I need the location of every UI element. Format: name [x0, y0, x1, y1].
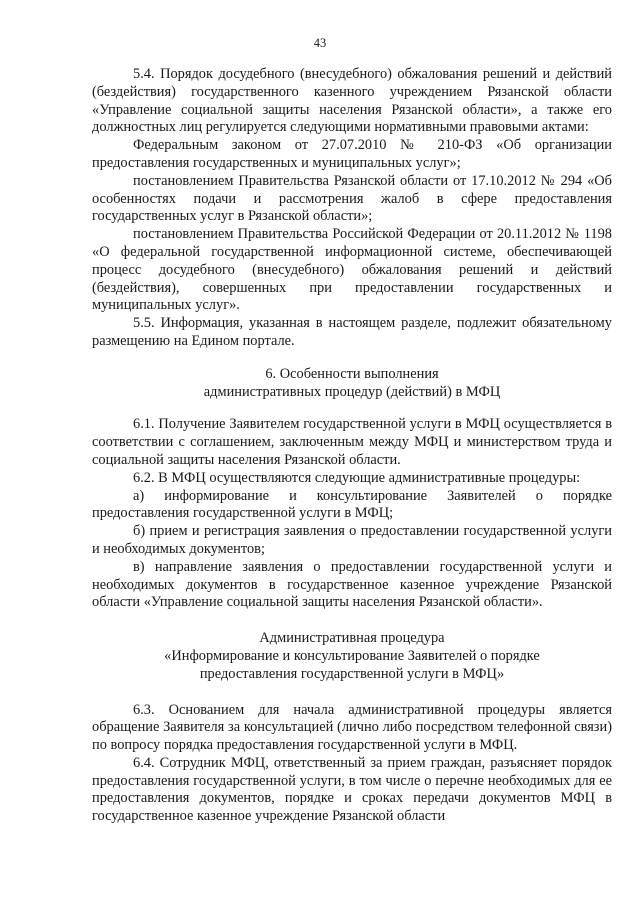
list-item-c: в) направление заявления о предоставлении государственной услуги и необходимых документов в государственное казенное учреждение Рязанской области «Управление социальной защиты населения Рязанской области».: [92, 558, 612, 611]
spacer: [92, 351, 612, 366]
section-6-heading-line-1: 6. Особенности выполнения: [265, 365, 439, 382]
spacer: [92, 401, 612, 416]
paragraph-federal-law: Федеральным законом от 27.07.2010 № 210-ФЗ «Об организации предоставления государственных и муниципальных услуг»;: [92, 137, 612, 171]
list-item-a: а) информирование и консультирование Заявителей о порядке предоставления государственной услуги в МФЦ;: [92, 487, 612, 522]
procedure-heading-line-3: предоставления государственной услуги в МФЦ»: [199, 665, 505, 682]
paragraph-6-3: 6.3. Основанием для начала административной процедуры является обращение Заявителя за консультацией (лично либо посредством телефонной связи) по вопросу порядка предоставления государственной услуги в МФЦ.: [92, 701, 612, 754]
paragraph-6-4: 6.4. Сотрудник МФЦ, ответственный за прием граждан, разъясняет порядок предоставления государственной услуги, в том числе о перечне необходимых для ее предоставления документов, порядке и сроках передачи документов МФЦ в государственное казенное учреждение Рязанской области: [92, 754, 612, 825]
procedure-heading-line-1: Административная процедура: [259, 630, 445, 647]
list-item-b: б) прием и регистрация заявления о предоставлении государственной услуги и необходимых документов;: [92, 523, 612, 557]
spacer: [92, 612, 612, 630]
paragraph-5-5: 5.5. Информация, указанная в настоящем разделе, подлежит обязательному размещению на Едином портале.: [92, 315, 612, 349]
paragraph-6-2: 6.2. В МФЦ осуществляются следующие административные процедуры:: [133, 469, 581, 486]
paragraph-rf-resolution: постановлением Правительства Российской Федерации от 20.11.2012 № 1198 «О федеральной государственной информационной системе, обеспечивающей процесс досудебного (внесудебного) обжалования решений и действий (бездействия), совершенных при предоставлении государственных и муниципальных услуг».: [92, 226, 612, 314]
paragraph-6-1: 6.1. Получение Заявителем государственной услуги в МФЦ осуществляется в соответствии с соглашением, заключенным между МФЦ и министерством труда и социальной защиты населения Рязанской области.: [92, 416, 612, 468]
paragraph-5-4: 5.4. Порядок досудебного (внесудебного) обжалования решений и действий (бездействия) государственного казенного учреждением Рязанской области «Управление социальной защиты населения Рязанской области», а также его должностных лиц регулируется следующими нормативными правовыми актами:: [92, 66, 612, 136]
procedure-heading-line-2: «Информирование и консультирование Заявителей о порядке: [164, 647, 540, 664]
spacer: [92, 684, 612, 702]
document-body: [92, 66, 612, 826]
section-6-heading-line-2: административных процедур (действий) в МФЦ: [203, 383, 501, 400]
page-number: 43: [313, 36, 327, 50]
paragraph-ryazan-resolution: постановлением Правительства Рязанской области от 17.10.2012 № 294 «Об особенностях подачи и рассмотрения жалоб в сфере предоставления государственных услуг в Рязанской области»;: [92, 172, 612, 225]
